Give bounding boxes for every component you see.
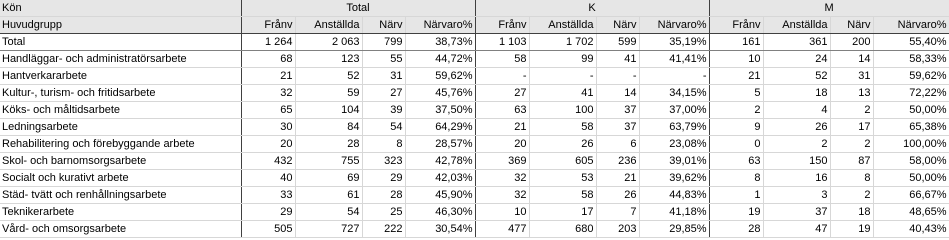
table-cell: 5 — [709, 85, 763, 102]
group-header-m: M — [709, 0, 949, 17]
table-cell: 31 — [830, 68, 873, 85]
table-cell: 100 — [529, 102, 596, 119]
table-cell: 6 — [596, 136, 639, 153]
table-cell: 44,83% — [639, 187, 709, 204]
table-row — [0, 119, 949, 136]
table-cell: 26 — [529, 136, 596, 153]
table-cell: 24 — [763, 51, 830, 68]
table-cell: 2 063 — [295, 34, 362, 51]
table-row — [0, 221, 949, 238]
table-row — [0, 34, 949, 51]
table-cell: 680 — [529, 221, 596, 238]
table-cell: 21 — [241, 68, 295, 85]
table-cell: 30 — [241, 119, 295, 136]
table-cell: 42,03% — [405, 170, 475, 187]
table-cell: 27 — [475, 85, 529, 102]
table-cell: 55,40% — [873, 34, 949, 51]
table-cell: 599 — [596, 34, 639, 51]
table-cell: 40 — [241, 170, 295, 187]
table-cell: 52 — [763, 68, 830, 85]
table-cell: 21 — [596, 170, 639, 187]
column-header-narvaro-pct: Närvaro% — [405, 17, 475, 34]
table-cell: 68 — [241, 51, 295, 68]
table-cell: 45,76% — [405, 85, 475, 102]
table-cell: 123 — [295, 51, 362, 68]
table-cell: 61 — [295, 187, 362, 204]
table-cell: 25 — [362, 204, 405, 221]
header-kon-label: Kön — [0, 0, 241, 17]
table-cell: 59,62% — [873, 68, 949, 85]
table-cell: 2 — [830, 187, 873, 204]
table-cell: 161 — [709, 34, 763, 51]
table-cell: 59 — [295, 85, 362, 102]
column-header-narv: Närv — [362, 17, 405, 34]
row-label: Vård- och omsorgsarbete — [0, 221, 241, 238]
row-label: Total — [0, 34, 241, 51]
column-header-narvaro-pct: Närvaro% — [873, 17, 949, 34]
table-cell: 58,00% — [873, 153, 949, 170]
table-cell: 54 — [362, 119, 405, 136]
table-cell: 37 — [596, 119, 639, 136]
table-cell: 23,08% — [639, 136, 709, 153]
table-cell: 8 — [830, 170, 873, 187]
table-cell: 7 — [596, 204, 639, 221]
table-cell: 37,50% — [405, 102, 475, 119]
table-cell: 361 — [763, 34, 830, 51]
table-cell: 58 — [529, 187, 596, 204]
table-cell: 2 — [830, 136, 873, 153]
table-cell: 38,73% — [405, 34, 475, 51]
table-cell: 799 — [362, 34, 405, 51]
table-cell: 27 — [362, 85, 405, 102]
table-cell: 29 — [241, 204, 295, 221]
table-cell: 84 — [295, 119, 362, 136]
table-cell: 87 — [830, 153, 873, 170]
column-header-narv: Närv — [596, 17, 639, 34]
row-label: Rehabilitering och förebyggande arbete — [0, 136, 241, 153]
table-cell: 58,33% — [873, 51, 949, 68]
table-cell: 64,29% — [405, 119, 475, 136]
table-cell: 18 — [830, 204, 873, 221]
row-label: Teknikerarbete — [0, 204, 241, 221]
table-cell: 323 — [362, 153, 405, 170]
table-cell: 63 — [709, 153, 763, 170]
table-cell: 32 — [475, 170, 529, 187]
table-cell: 41,18% — [639, 204, 709, 221]
table-row — [0, 204, 949, 221]
table-cell: 104 — [295, 102, 362, 119]
column-header-anstallda: Anställda — [295, 17, 362, 34]
table-row — [0, 85, 949, 102]
table-cell: 37,00% — [639, 102, 709, 119]
group-header-total: Total — [241, 0, 475, 17]
table-cell: 8 — [709, 170, 763, 187]
row-label: Köks- och måltidsarbete — [0, 102, 241, 119]
table-cell: 32 — [241, 85, 295, 102]
table-cell: 8 — [362, 136, 405, 153]
table-cell: 41 — [596, 51, 639, 68]
table-cell: 58 — [475, 51, 529, 68]
table-row — [0, 153, 949, 170]
table-cell: 37 — [763, 204, 830, 221]
table-cell: 44,72% — [405, 51, 475, 68]
table-cell: - — [596, 68, 639, 85]
table-cell: 65 — [241, 102, 295, 119]
table-cell: 236 — [596, 153, 639, 170]
table-cell: 30,54% — [405, 221, 475, 238]
table-cell: 46,30% — [405, 204, 475, 221]
table-cell: 20 — [241, 136, 295, 153]
table-cell: 29,85% — [639, 221, 709, 238]
header-row-columns — [0, 17, 949, 34]
table-cell: 47 — [763, 221, 830, 238]
table-cell: 21 — [475, 119, 529, 136]
table-cell: 50,00% — [873, 102, 949, 119]
table-cell: 32 — [475, 187, 529, 204]
table-cell: 26 — [763, 119, 830, 136]
table-cell: 477 — [475, 221, 529, 238]
table-cell: 505 — [241, 221, 295, 238]
table-cell: 28 — [709, 221, 763, 238]
column-header-anstallda: Anställda — [763, 17, 830, 34]
table-row — [0, 51, 949, 68]
table-cell: 42,78% — [405, 153, 475, 170]
table-cell: 28,57% — [405, 136, 475, 153]
table-cell: 50,00% — [873, 170, 949, 187]
table-cell: 13 — [830, 85, 873, 102]
table-cell: 14 — [830, 51, 873, 68]
table-cell: 16 — [763, 170, 830, 187]
table-cell: - — [475, 68, 529, 85]
table-cell: 222 — [362, 221, 405, 238]
column-header-franv: Frånv — [241, 17, 295, 34]
table-cell: 14 — [596, 85, 639, 102]
table-cell: 19 — [830, 221, 873, 238]
table-cell: 605 — [529, 153, 596, 170]
table-cell: 40,43% — [873, 221, 949, 238]
table-cell: 755 — [295, 153, 362, 170]
table-cell: 39 — [362, 102, 405, 119]
table-cell: 54 — [295, 204, 362, 221]
table-cell: - — [639, 68, 709, 85]
table-cell: 45,90% — [405, 187, 475, 204]
table-cell: 69 — [295, 170, 362, 187]
table-row — [0, 102, 949, 119]
table-cell: 1 702 — [529, 34, 596, 51]
table-cell: 2 — [830, 102, 873, 119]
table-cell: 33 — [241, 187, 295, 204]
column-header-franv: Frånv — [475, 17, 529, 34]
column-header-anstallda: Anställda — [529, 17, 596, 34]
table-cell: 34,15% — [639, 85, 709, 102]
table-cell: 727 — [295, 221, 362, 238]
table-cell: 65,38% — [873, 119, 949, 136]
table-cell: 28 — [295, 136, 362, 153]
row-label: Hantverkararbete — [0, 68, 241, 85]
table-cell: 1 103 — [475, 34, 529, 51]
group-header-k: K — [475, 0, 709, 17]
table-cell: 31 — [362, 68, 405, 85]
header-row-groups — [0, 0, 949, 17]
table-cell: 2 — [709, 102, 763, 119]
table-cell: 17 — [830, 119, 873, 136]
table-cell: 100,00% — [873, 136, 949, 153]
table-cell: 9 — [709, 119, 763, 136]
table-cell: 18 — [763, 85, 830, 102]
table-cell: 63,79% — [639, 119, 709, 136]
row-label: Skol- och barnomsorgsarbete — [0, 153, 241, 170]
table-cell: 41 — [529, 85, 596, 102]
table-cell: 203 — [596, 221, 639, 238]
table-cell: 35,19% — [639, 34, 709, 51]
header-huvudgrupp-label: Huvudgrupp — [0, 17, 241, 34]
table-cell: 0 — [709, 136, 763, 153]
row-label: Socialt och kurativt arbete — [0, 170, 241, 187]
table-cell: 21 — [709, 68, 763, 85]
table-cell: 4 — [763, 102, 830, 119]
table-cell: 2 — [763, 136, 830, 153]
column-header-narvaro-pct: Närvaro% — [639, 17, 709, 34]
table-cell: 1 264 — [241, 34, 295, 51]
table-row — [0, 170, 949, 187]
table-cell: 48,65% — [873, 204, 949, 221]
table-cell: 20 — [475, 136, 529, 153]
table-cell: 3 — [763, 187, 830, 204]
table-cell: 200 — [830, 34, 873, 51]
table-cell: 39,01% — [639, 153, 709, 170]
table-cell: 53 — [529, 170, 596, 187]
table-cell: 41,41% — [639, 51, 709, 68]
table-row — [0, 136, 949, 153]
table-cell: 369 — [475, 153, 529, 170]
table-cell: 37 — [596, 102, 639, 119]
table-cell: 52 — [295, 68, 362, 85]
row-label: Städ- tvätt och renhållningsarbete — [0, 187, 241, 204]
table-cell: 63 — [475, 102, 529, 119]
table-cell: 10 — [709, 51, 763, 68]
table-cell: 150 — [763, 153, 830, 170]
table-cell: 55 — [362, 51, 405, 68]
table-cell: 19 — [709, 204, 763, 221]
table-cell: 432 — [241, 153, 295, 170]
row-label: Kultur-, turism- och fritidsarbete — [0, 85, 241, 102]
table-cell: 39,62% — [639, 170, 709, 187]
table-row — [0, 187, 949, 204]
table-cell: 99 — [529, 51, 596, 68]
table-cell: 29 — [362, 170, 405, 187]
table-cell: 26 — [596, 187, 639, 204]
table-cell: 58 — [529, 119, 596, 136]
column-header-franv: Frånv — [709, 17, 763, 34]
table-cell: 72,22% — [873, 85, 949, 102]
table-cell: - — [529, 68, 596, 85]
table-cell: 1 — [709, 187, 763, 204]
table-cell: 28 — [362, 187, 405, 204]
table-cell: 17 — [529, 204, 596, 221]
row-label: Handläggar- och administratörsarbete — [0, 51, 241, 68]
table-cell: 66,67% — [873, 187, 949, 204]
table-row — [0, 68, 949, 85]
column-header-narv: Närv — [830, 17, 873, 34]
table-cell: 59,62% — [405, 68, 475, 85]
row-label: Ledningsarbete — [0, 119, 241, 136]
table-cell: 10 — [475, 204, 529, 221]
